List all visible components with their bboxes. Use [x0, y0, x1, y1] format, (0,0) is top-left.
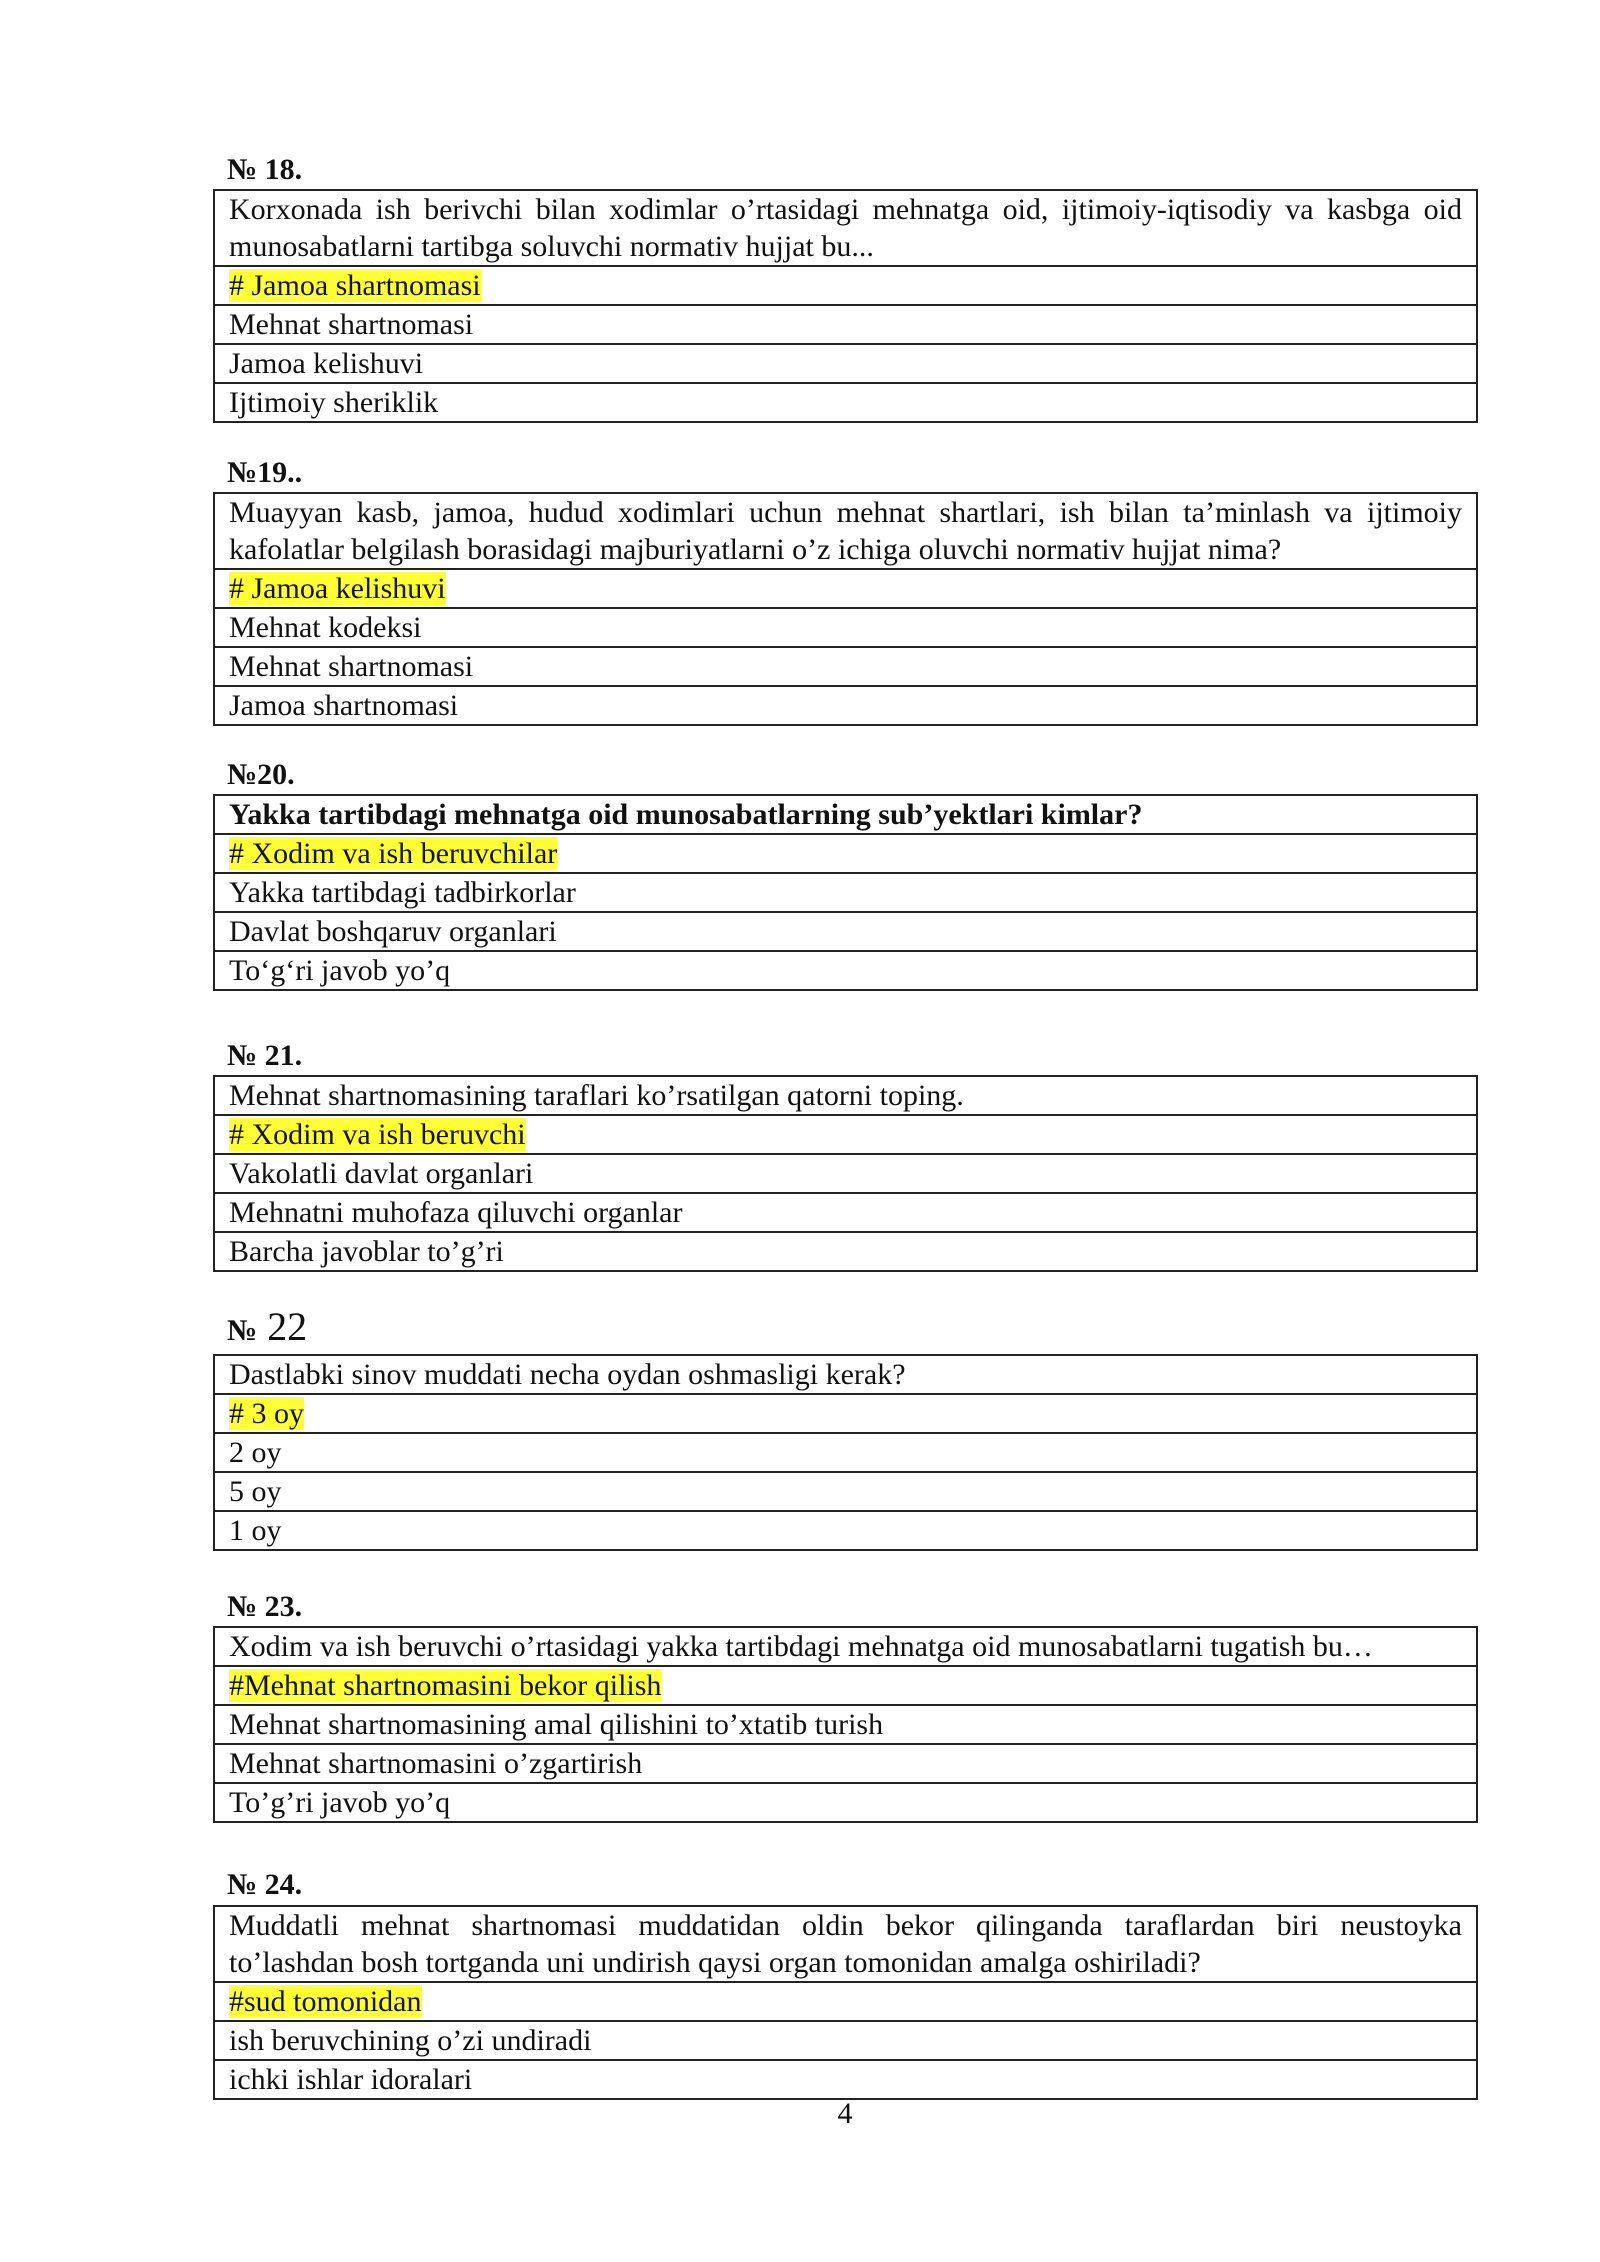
answer-option: 1 oy — [214, 1511, 1477, 1550]
question-number-23: № 23. — [227, 1590, 303, 1623]
question-stem: Muddatli mehnat shartnomasi muddatidan oldin bekor qilinganda taraflardan biri neustoyka to’lashdan bosh tortganda uni undirish qaysi organ tomonidan amalga oshiriladi? — [214, 1906, 1477, 1982]
answer-option: To‘g‘ri javob yo’q — [214, 951, 1477, 990]
answer-option: ish beruvchining o’zi undiradi — [214, 2021, 1477, 2060]
question-table-22 — [213, 1354, 1478, 1551]
question-table-24 — [213, 1905, 1478, 2100]
question-number-18: № 18. — [227, 153, 303, 186]
question-stem: Dastlabki sinov muddati necha oydan oshmasligi kerak? — [214, 1355, 1477, 1394]
question-stem: Muayyan kasb, jamoa, hudud xodimlari uchun mehnat shartlari, ish bilan ta’minlash va ijtimoiy kafolatlar belgilash borasidagi majburiyatlarni o’z ichiga oluvchi normativ hujjat nima? — [214, 493, 1477, 569]
answer-option-correct — [214, 834, 1477, 873]
answer-highlight: # 3 oy — [229, 1397, 304, 1430]
answer-option-correct — [214, 569, 1477, 608]
answer-option: Davlat boshqaruv organlari — [214, 912, 1477, 951]
answer-option: Barcha javoblar to’g’ri — [214, 1232, 1477, 1271]
answer-option: Mehnat shartnomasini o’zgartirish — [214, 1744, 1477, 1783]
question-table-23 — [213, 1626, 1478, 1823]
number-sign: № — [227, 1314, 258, 1347]
question-table-20 — [213, 794, 1478, 991]
answer-highlight: #Mehnat shartnomasini bekor qilish — [229, 1669, 662, 1702]
answer-option: Ijtimoiy sheriklik — [214, 383, 1477, 422]
answer-option: 5 oy — [214, 1472, 1477, 1511]
question-table-18 — [213, 189, 1478, 423]
answer-option: ichki ishlar idoralari — [214, 2060, 1477, 2099]
answer-option: Mehnat shartnomasi — [214, 647, 1477, 686]
number-value: 22 — [267, 1304, 308, 1349]
question-stem: Mehnat shartnomasining taraflari ko’rsatilgan qatorni toping. — [214, 1076, 1477, 1115]
answer-option: Mehnat kodeksi — [214, 608, 1477, 647]
answer-option: Mehnat shartnomasining amal qilishini to’xtatib turish — [214, 1705, 1477, 1744]
question-number-20: №20. — [227, 758, 295, 791]
question-table-19 — [213, 492, 1478, 726]
answer-option: Jamoa shartnomasi — [214, 686, 1477, 725]
answer-option: Yakka tartibdagi tadbirkorlar — [214, 873, 1477, 912]
answer-option: Jamoa kelishuvi — [214, 344, 1477, 383]
answer-option: Mehnatni muhofaza qiluvchi organlar — [214, 1193, 1477, 1232]
question-number-24: № 24. — [227, 1868, 303, 1901]
answer-option-correct — [214, 1394, 1477, 1433]
question-stem: Yakka tartibdagi mehnatga oid munosabatlarning sub’yektlari kimlar? — [214, 795, 1477, 834]
answer-option: Vakolatli davlat organlari — [214, 1154, 1477, 1193]
answer-option-correct — [214, 1666, 1477, 1705]
page-number: 4 — [837, 2097, 853, 2130]
question-number-22 — [227, 1304, 308, 1349]
answer-option-correct — [214, 1115, 1477, 1154]
question-table-21 — [213, 1075, 1478, 1272]
answer-highlight: #sud tomonidan — [229, 1985, 422, 2018]
question-number-21: № 21. — [227, 1039, 303, 1072]
answer-option: To’g’ri javob yo’q — [214, 1783, 1477, 1822]
answer-option-correct — [214, 1982, 1477, 2021]
answer-highlight: # Xodim va ish beruvchi — [229, 1118, 526, 1151]
question-number-19: №19.. — [227, 456, 303, 489]
answer-highlight: # Jamoa shartnomasi — [229, 269, 481, 302]
answer-option-correct — [214, 266, 1477, 305]
question-stem: Korxonada ish berivchi bilan xodimlar o’rtasidagi mehnatga oid, ijtimoiy-iqtisodiy va kasbga oid munosabatlarni tartibga soluvchi normativ hujjat bu... — [214, 190, 1477, 266]
answer-option: 2 oy — [214, 1433, 1477, 1472]
answer-highlight: # Jamoa kelishuvi — [229, 572, 446, 605]
answer-highlight: # Xodim va ish beruvchilar — [229, 837, 558, 870]
question-stem: Xodim va ish beruvchi o’rtasidagi yakka tartibdagi mehnatga oid munosabatlarni tugatish bu… — [214, 1627, 1477, 1666]
answer-option: Mehnat shartnomasi — [214, 305, 1477, 344]
